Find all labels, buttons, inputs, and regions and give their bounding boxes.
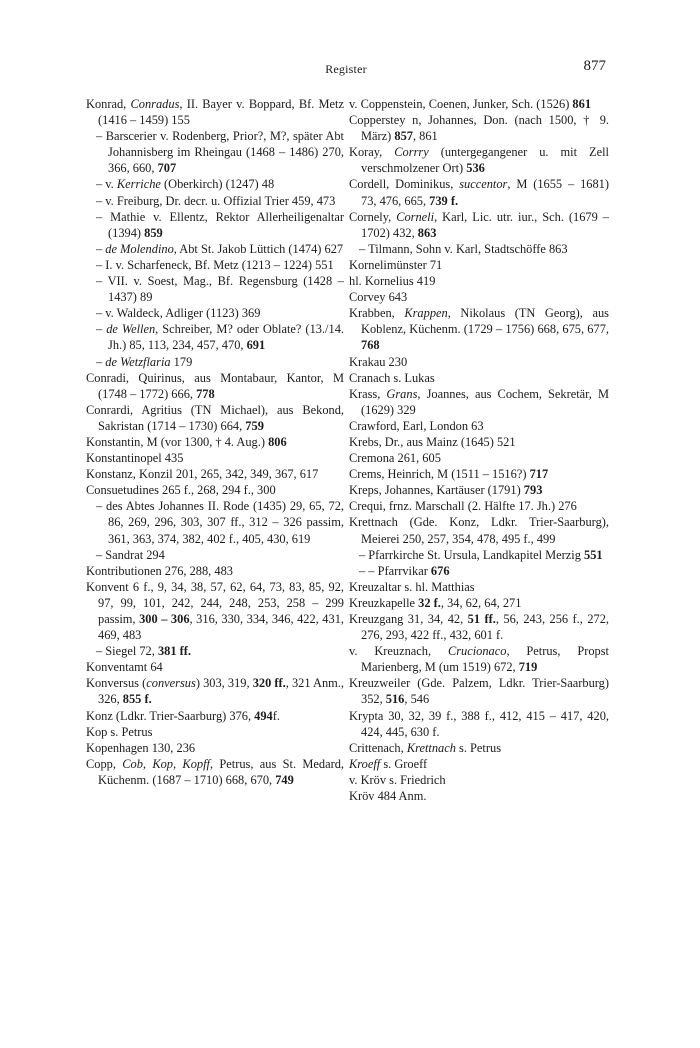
entry-text: Corrry (394, 145, 429, 160)
entry-text: – v. (96, 177, 117, 192)
index-entry (86, 740, 344, 756)
index-subentry (349, 563, 609, 579)
index-entry (349, 96, 609, 112)
entry-text: , 34, 62, 64, 271 (440, 595, 522, 610)
index-entry (349, 498, 609, 514)
entry-text: ) 303, 319, (195, 676, 253, 691)
entry-text: (untergegangener u. mit Zell verschmolzener Ort) (361, 145, 610, 176)
index-entry (86, 579, 344, 643)
index-subentry (86, 193, 344, 209)
index-entry (349, 289, 609, 305)
entry-text: 691 (246, 338, 266, 353)
entry-text: 717 (529, 467, 549, 482)
index-column-right (349, 96, 609, 804)
index-entry (349, 466, 609, 482)
entry-text: Cordell, Dominikus, (349, 177, 460, 192)
index-entry (349, 708, 609, 740)
entry-text: Copp, (86, 756, 123, 771)
index-entry (349, 643, 609, 675)
index-entry (349, 305, 609, 353)
index-entry (86, 659, 344, 675)
entry-text: Konstantin, M (vor 1300, † 4. Aug.) (86, 434, 269, 449)
index-entry (349, 788, 609, 804)
entry-text: 719 (518, 660, 538, 675)
index-subentry (86, 305, 344, 321)
index-entry (349, 418, 609, 434)
index-subentry (349, 241, 609, 257)
entry-text: Corneli (396, 209, 435, 224)
entry-text: , 546 (404, 692, 430, 707)
entry-text: Kornelimünster 71 (349, 257, 443, 272)
entry-text: Cob, Kop, Kopff (122, 756, 210, 771)
entry-text: Krabben, (349, 306, 405, 321)
entry-text: de Wellen (106, 322, 156, 337)
entry-text: , Petrus, aus St. Medard, Küchenm. (1687 – 1710) 668, 670, (98, 756, 344, 787)
entry-text: 707 (157, 161, 177, 176)
entry-text: Kröv 484 Anm. (349, 789, 427, 804)
entry-text: 759 (245, 418, 264, 433)
entry-text: Crittenach, (349, 740, 407, 755)
entry-text: v. Kreuznach, (349, 644, 448, 659)
entry-text: , Joannes, aus Cochem, Sekretär, M (1629) 329 (361, 386, 610, 417)
entry-text: Konstantinopel 435 (86, 451, 184, 466)
entry-text: v. Coppenstein, Coenen, Junker, Sch. (1526) (349, 97, 573, 111)
entry-text: , 321 Anm., 326, (98, 676, 344, 707)
index-entry (349, 772, 609, 788)
index-entry (349, 112, 609, 144)
entry-text: Krebs, Dr., aus Mainz (1645) 521 (349, 434, 516, 449)
entry-text: – (96, 241, 106, 256)
entry-text: – – Pfarrvikar (359, 563, 431, 578)
index-entry (86, 563, 344, 579)
index-entry (349, 386, 609, 418)
index-entry (86, 482, 344, 498)
entry-text: Krass, (349, 386, 387, 401)
index-entry (86, 724, 344, 740)
entry-text: Corvey 643 (349, 290, 408, 305)
index-entry (86, 434, 344, 450)
entry-text: 320 ff. (252, 676, 286, 691)
entry-text: 778 (196, 386, 215, 401)
entry-text: – VII. v. Soest, Mag., Bf. Regensburg (1428 – 1437) 89 (96, 274, 344, 305)
entry-text: hl. Kornelius 419 (349, 274, 436, 289)
index-entry (349, 257, 609, 273)
entry-text: , Abt St. Jakob Lüttich (1474) 627 (173, 241, 344, 256)
entry-text: , 861 (412, 129, 438, 144)
entry-text: conversus (146, 676, 196, 691)
entry-text: – Sandrat 294 (96, 547, 165, 562)
entry-text: Consuetudines 265 f., 268, 294 f., 300 (86, 483, 276, 498)
entry-text: Crawford, Earl, London 63 (349, 418, 484, 433)
entry-text: 300 – 306 (139, 612, 190, 626)
index-subentry (86, 176, 344, 192)
entry-text: Konvent 6 f., 9, 34, 38, 57, 62, 64, 73, 83, 85, 92, 97, 99, 101, 242, 244, 248, 253, 258 – 299 passim, (86, 579, 344, 626)
entry-text: succentor (459, 177, 508, 192)
entry-text: 536 (466, 161, 485, 176)
index-entry (349, 370, 609, 386)
page-number: 877 (583, 58, 606, 74)
entry-text: , II. Bayer v. Boppard, Bf. Metz (1416 – 1459) 155 (98, 97, 345, 128)
entry-text: , Schreiber, M? oder Oblate? (13./14. Jh.) 85, 113, 234, 457, 470, (108, 322, 344, 353)
index-column-left (86, 96, 344, 788)
index-entry (349, 209, 609, 241)
index-entry (349, 756, 609, 772)
entry-text: Kontributionen 276, 288, 483 (86, 563, 233, 578)
index-entry (349, 740, 609, 756)
entry-text: , 316, 330, 334, 346, 422, 431, 469, 483 (98, 612, 344, 643)
entry-text: s. Petrus (455, 740, 502, 755)
index-entry (349, 595, 609, 611)
entry-text: Konversus ( (86, 676, 147, 691)
index-subentry (86, 209, 344, 241)
entry-text: – Pfarrkirche St. Ursula, Landkapitel Merzig (359, 547, 585, 562)
running-title: Register (325, 62, 367, 76)
index-entry (86, 370, 344, 402)
index-entry (86, 708, 344, 724)
entry-text: , Nikolaus (TN Georg), aus Koblenz, Küchenm. (1729 – 1756) 668, 675, 677, (361, 306, 609, 337)
entry-text: Konventamt 64 (86, 660, 163, 675)
entry-text: Konrad, (86, 97, 131, 111)
entry-text: – v. Waldeck, Adliger (1123) 369 (96, 306, 261, 321)
entry-text: Konz (Ldkr. Trier-Saarburg) 376, (86, 708, 255, 723)
index-entry (86, 756, 344, 788)
index-entry (349, 450, 609, 466)
index-entry (349, 434, 609, 450)
entry-text: Krettnach (406, 740, 456, 755)
entry-text: – Mathie v. Ellentz, Rektor Allerheiligenaltar (1394) (96, 209, 344, 240)
entry-text: – I. v. Scharfeneck, Bf. Metz (1213 – 1224) 551 (96, 257, 334, 272)
entry-text: 863 (417, 225, 437, 240)
entry-text: (Oberkirch) (1247) 48 (160, 177, 275, 192)
index-subentry (86, 273, 344, 305)
entry-text: – (96, 354, 106, 369)
entry-text: Krettnach (Gde. Konz, Ldkr. Trier-Saarburg), Meierei 250, 257, 354, 478, 495 f., 499 (349, 515, 609, 546)
index-subentry (86, 241, 344, 257)
entry-text: Kreuzkapelle (349, 595, 419, 610)
entry-text: f. (272, 708, 280, 723)
entry-text: 749 (275, 772, 294, 787)
entry-text: 676 (430, 563, 450, 578)
entry-text: Grans (386, 386, 418, 401)
entry-text: 806 (268, 434, 287, 449)
entry-text: 855 f. (122, 692, 152, 707)
entry-text: 516 (385, 692, 405, 707)
entry-text: Kroeff (349, 756, 381, 771)
entry-text: – Siegel 72, (96, 644, 158, 659)
entry-text: s. Groeff (380, 756, 428, 771)
entry-text: Cornely, (349, 209, 397, 224)
entry-text: Kerriche (116, 177, 161, 192)
entry-text: 739 f. (429, 193, 459, 208)
entry-text: de Molendino (105, 241, 174, 256)
entry-text: 857 (394, 129, 413, 144)
entry-text: Cranach s. Lukas (349, 370, 435, 385)
entry-text: 179 (170, 354, 193, 369)
index-subentry (349, 547, 609, 563)
index-subentry (86, 257, 344, 273)
entry-text: Cremona 261, 605 (349, 451, 441, 466)
index-subentry (86, 643, 344, 659)
entry-text: Krappen (404, 306, 448, 321)
entry-text: , Petrus, Propst Marienberg, M (um 1519) 672, (361, 644, 609, 675)
entry-text: 859 (144, 225, 163, 240)
entry-text: 793 (523, 483, 543, 498)
entry-text: 551 (584, 547, 603, 562)
index-entry (86, 675, 344, 707)
entry-text: , M (1655 – 1681) 73, 476, 665, (361, 177, 609, 208)
entry-text: – (96, 322, 107, 337)
entry-text: v. Kröv s. Friedrich (349, 772, 446, 787)
entry-text: Konstanz, Konzil 201, 265, 342, 349, 367, 617 (86, 467, 319, 482)
entry-text: Kreuzgang 31, 34, 42, (349, 612, 468, 626)
entry-text: – Tilmann, Sohn v. Karl, Stadtschöffe 863 (359, 241, 568, 256)
entry-text: – v. Freiburg, Dr. decr. u. Offizial Trier 459, 473 (96, 193, 336, 208)
entry-text: Kreuzaltar s. hl. Matthias (349, 579, 475, 594)
index-entry (349, 579, 609, 595)
index-entry (86, 96, 344, 128)
index-entry (349, 482, 609, 498)
index-subentry (86, 498, 344, 546)
entry-text: 381 ff. (157, 644, 191, 659)
index-subentry (86, 321, 344, 353)
entry-text: , Karl, Lic. utr. iur., Sch. (1679 – 1702) 432, (361, 209, 610, 240)
index-entry (349, 273, 609, 289)
index-subentry (86, 547, 344, 563)
entry-text: Crems, Heinrich, M (1511 – 1516?) (349, 467, 530, 482)
entry-text: Kreuzweiler (Gde. Palzem, Ldkr. Trier-Saarburg) 352, (349, 676, 609, 707)
entry-text: Copperstey n, Johannes, Don. (nach 1500, † 9. März) (349, 113, 609, 144)
entry-text: , 56, 243, 256 f., 272, 276, 293, 422 ff., 432, 601 f. (361, 612, 609, 643)
index-subentry (86, 128, 344, 176)
entry-text: – des Abtes Johannes II. Rode (1435) 29, 65, 72, 86, 269, 296, 303, 307 ff., 312 – 326 passim, 361, 363, 374, 382, 402 f., 405, 430, 619 (96, 499, 344, 546)
entry-text: – Barscerier v. Rodenberg, Prior?, M?, später Abt Johannisberg im Rheingau (1468 – 1486) 270, 366, 660, (96, 129, 344, 176)
index-entry (349, 176, 609, 208)
index-entry (86, 450, 344, 466)
index-entry (349, 675, 609, 707)
entry-text: 51 ff. (467, 612, 496, 626)
index-entry (349, 514, 609, 546)
entry-text: Crucionaco (447, 644, 507, 659)
entry-text: Krypta 30, 32, 39 f., 388 f., 412, 415 – 417, 420, 424, 445, 630 f. (349, 708, 609, 739)
entry-text: Conrardi, Agritius (TN Michael), aus Bekond, Sakristan (1714 – 1730) 664, (86, 402, 344, 433)
entry-text: Kopenhagen 130, 236 (86, 740, 196, 755)
entry-text: 32 f. (418, 595, 441, 610)
entry-text: 494 (254, 708, 273, 723)
index-entry (86, 466, 344, 482)
entry-text: Krakau 230 (349, 354, 408, 369)
entry-text: Kop s. Petrus (86, 724, 153, 739)
entry-text: 861 (572, 97, 592, 111)
entry-text: Conradi, Quirinus, aus Montabaur, Kantor, M (1748 – 1772) 666, (86, 370, 344, 401)
page-header (86, 58, 606, 82)
entry-text: Crequi, frnz. Marschall (2. Hälfte 17. Jh.) 276 (349, 499, 577, 514)
entry-text: Kreps, Johannes, Kartäuser (1791) (349, 483, 524, 498)
index-entry (349, 611, 609, 643)
entry-text: Koray, (349, 145, 395, 160)
index-entry (349, 354, 609, 370)
entry-text: 768 (361, 338, 380, 353)
entry-text: Conradus (130, 97, 180, 111)
index-entry (349, 144, 609, 176)
index-entry (86, 402, 344, 434)
entry-text: de Wetzflaria (105, 354, 171, 369)
index-subentry (86, 354, 344, 370)
